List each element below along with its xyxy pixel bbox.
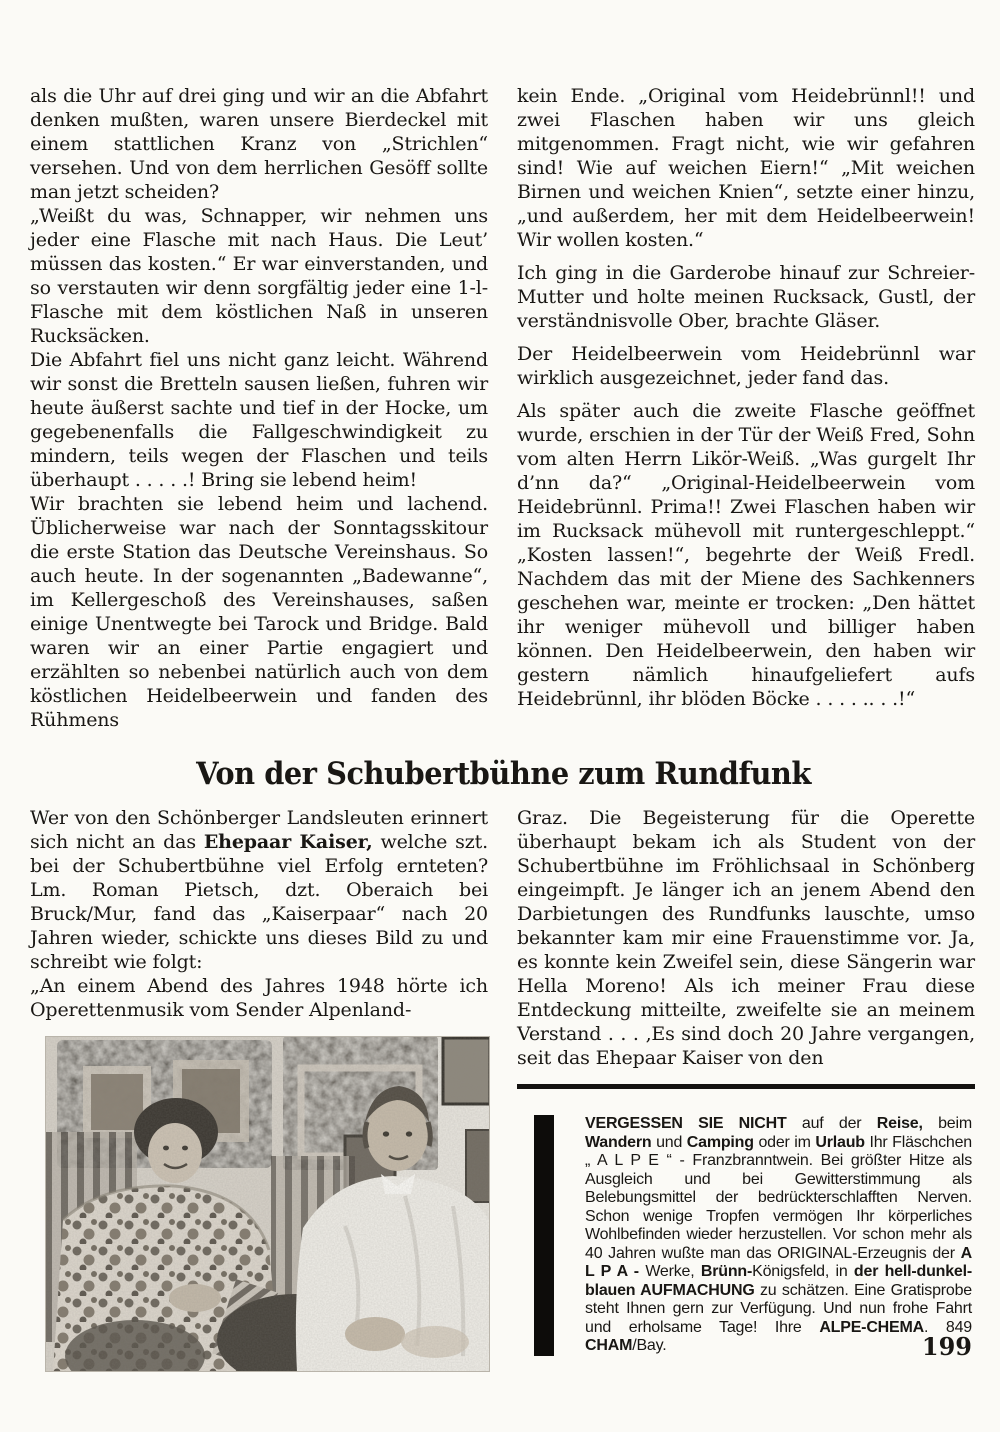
- advert-text: VERGESSEN SIE NICHT auf der Reise, beim Wandern und Camping oder im Urlaub Ihr Fläschchen „ A L P E “ - Franzbranntwein. Bei größter Hitze als Ausgleich und bei Gewitterstimmung als Belebungsmittel der bedrückterschlafften Nerven. Schon wenige Tropfen vermögen Ihr körperliches Wohlbefinden wieder herzustellen. Vor schon mehr als 40 Jahren wußte man das ORIGINAL-Erzeugnis der A L P A - Werke, Brünn-Königsfeld, in der hell-dunkel-blauen AUFMACHUNG zu schätzen. Eine Gratisprobe steht Ihnen gern zur Verfügung. Und nun frohe Fahrt und erholsame Tage! Ihre ALPE-CHEMA. 849 CHAM/Bay.: [585, 1115, 972, 1354]
- paragraph: „Weißt du was, Schnapper, wir nehmen uns jeder eine Flasche mit nach Haus. Die Leut’ müssen das kosten.“ Er war einverstanden, und so verstauten wir denn sorgfältig jeder eine 1-l-Flasche mit dem köstlichen Naß in unseren Rucksäcken.: [30, 205, 488, 347]
- paragraph: Die Abfahrt fiel uns nicht ganz leicht. Während wir sonst die Bretteln sausen ließen, fuhren wir heute äußerst sachte und tief in der Hocke, um gegebenenfalls die Fallgeschwindigkeit zu mindern, teils wegen der Flaschen und teils überhaupt . . . . .! Bring sie lebend heim!: [30, 349, 488, 491]
- photo-illustration: [45, 1036, 490, 1372]
- paragraph: kein Ende. „Original vom Heidebrünnl!! und zwei Flaschen haben wir uns gleich mitgenommen. Fragt nicht, wie wir gefahren sind! Wie auf weichen Eiern!“ „Mit weichen Birnen und weichen Knien“, setzte einer hinzu, „und außerdem, her mit dem Heidelbeerwein! Wir wollen kosten.“: [517, 85, 975, 251]
- article1-left-column: [30, 84, 488, 732]
- alpe-advertisement: [517, 1115, 975, 1356]
- article-heidelbeerwein: [30, 84, 977, 732]
- article2-left-column: [30, 806, 488, 1372]
- paragraph: Der Heidelbeerwein vom Heidebrünnl war wirklich ausgezeichnet, jeder fand das.: [517, 343, 975, 389]
- article-schubertbuehne: [30, 806, 977, 1372]
- paragraph: Ich ging in die Garderobe hinauf zur Schreier-Mutter und holte meinen Rucksack, Gustl, der verständnisvolle Ober, brachte Gläser.: [517, 262, 975, 332]
- paragraph: als die Uhr auf drei ging und wir an die Abfahrt denken mußten, waren unsere Bierdeckel mit einem stattlichen Kranz von „Strichlen“ versehen. Und von dem herrlichen Gesöff sollte man jetzt scheiden?: [30, 85, 488, 203]
- page-number: 199: [921, 1332, 972, 1361]
- paragraph: „An einem Abend des Jahres 1948 hörte ich Operettenmusik vom Sender Alpenland-: [30, 975, 488, 1021]
- advert-divider-rule: [517, 1084, 975, 1089]
- headline-text: Von der Schubertbühne zum Rundfunk: [196, 756, 811, 792]
- paragraph: Wir brachten sie lebend heim und lachend. Üblicherweise war nach der Sonntagsskitour die erste Station das Deutsche Vereinshaus. So auch heute. In der sogenannten „Badewanne“, im Kellergeschoß des Vereinshauses, saßen einige Unentwegte bei Tarock und Bridge. Bald waren wir an einer Partie engagiert und erzählten so nebenbei natürlich auch von dem köstlichen Heidelbeerwein und fanden des Rühmens: [30, 493, 488, 731]
- advert-black-bar: [534, 1115, 554, 1356]
- article2-right-column: [517, 806, 975, 1372]
- paragraph: Wer von den Schönberger Landsleuten erinnert sich nicht an das Ehepaar Kaiser, welche szt. bei der Schubertbühne viel Erfolg ernteten? Lm. Roman Pietsch, dzt. Oberaich bei Bruck/Mur, fand das „Kaiserpaar“ nach 20 Jahren wieder, schickte uns dieses Bild zu und schreibt wie folgt:: [30, 807, 489, 973]
- section-headline: [30, 756, 977, 792]
- ehepaar-kaiser-photo: [45, 1036, 490, 1372]
- paragraph: Als später auch die zweite Flasche geöffnet wurde, erschien in der Tür der Weiß Fred, Sohn vom alten Herrn Likör-Weiß. „Was gurgelt Ihr d’nn da?“ „Original-Heidelbeerwein vom Heidebrünnl. Prima!! Zwei Flaschen haben wir im Rucksack mühevoll mit runtergeschleppt.“ „Kosten lassen!“, begehrte der Weiß Fredl. Nachdem das mit der Miene des Sachkenners geschehen war, meinte er trocken: „Den hättet ihr weniger mühevoll und billiger haben können. Den Heidelbeerwein, den haben wir gestern nämlich hinaufgeliefert aufs Heidebrünnl, ihr blöden Böcke . . . . .. . .!“: [517, 400, 975, 710]
- paragraph: Graz. Die Begeisterung für die Operette überhaupt bekam ich als Student von der Schubertbühne im Fröhlichsaal in Schönberg eingeimpft. Je länger ich an jenem Abend den Darbietungen des Rundfunks lauschte, umso bekannter kam mir eine Frauenstimme vor. Ja, es konnte kein Zweifel sein, diese Sängerin war Hella Moreno! Als ich meiner Frau diese Entdeckung mitteilte, zweifelte sie an meinem Verstand . . . ‚Es sind doch 20 Jahre vergangen, seit das Ehepaar Kaiser von den: [517, 807, 975, 1069]
- article1-right-column: [517, 84, 975, 732]
